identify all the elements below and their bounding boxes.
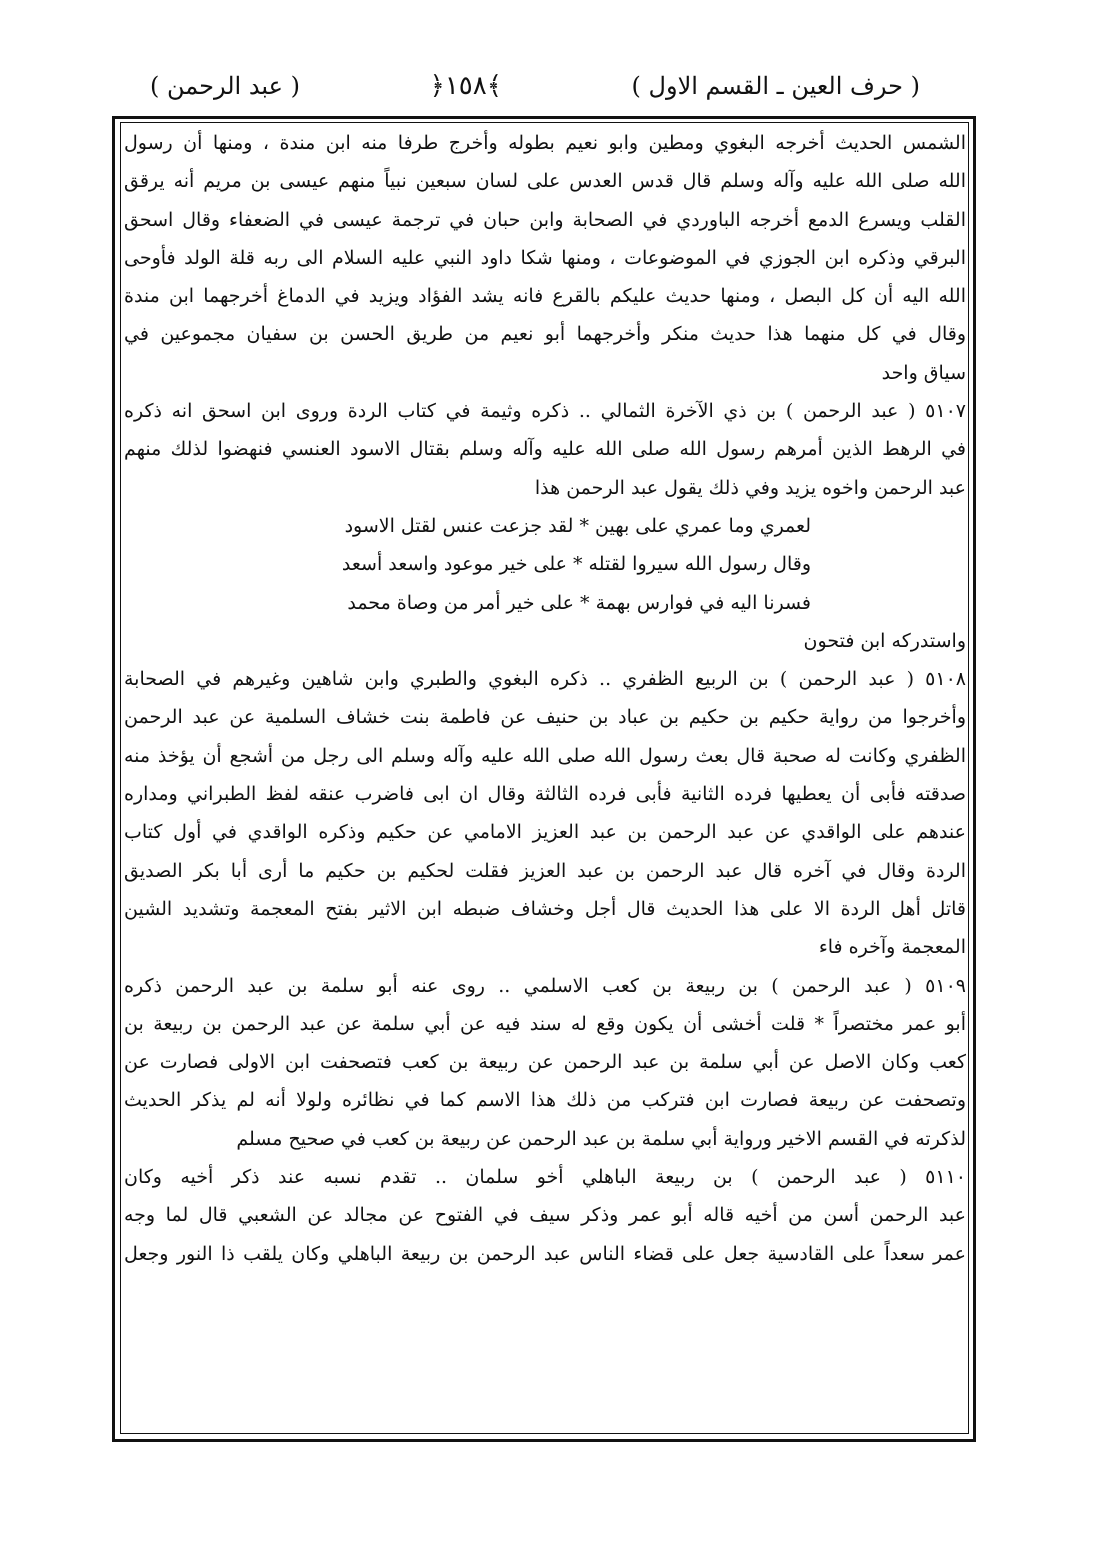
text-line: كعب وكان الاصل عن أبي سلمة بن عبد الرحمن عن ربيعة بن كعب فتصحفت ابن الاولى فصارت عن	[124, 1051, 966, 1074]
text-line: الظفري وكانت له صحبة قال بعث رسول الله صلى الله عليه وآله وسلم الى رجل من أشجع أن يؤخذ منه	[124, 744, 966, 767]
text-line: لذكرته في القسم الاخير ورواية أبي سلمة بن عبد الرحمن عن ربيعة بن كعب في صحيح مسلم	[236, 1127, 966, 1150]
text-line: صدقته فأبى أن يعطيها فرده الثانية فأبى فرده الثالثة وقال ان ابى فاضرب عنقه لفظ الطبراني ومداره	[124, 783, 966, 806]
text-line: سياق واحد	[881, 361, 966, 384]
text-line: الردة وقال في آخره قال عبد الرحمن بن عبد العزيز فقلت لحكيم بن حكيم ما أرى أبا بكر الصديق	[124, 859, 966, 882]
text-line: عمر سعداً على القادسية جعل على قضاء الناس عبد الرحمن بن ربيعة الباهلي وكان يلقب ذا النور وجعل	[124, 1242, 966, 1265]
poem-verse: وقال رسول الله سيروا لقتله * على خير موعود واسعد أسعد	[341, 553, 811, 576]
text-line: البرقي وذكره ابن الجوزي في الموضوعات ، ومنها شكا داود النبي عليه السلام الى ربه قلة الولد فأوحى	[124, 246, 966, 269]
entry-5108-line: ٥١٠٨ ( عبد الرحمن ) بن الربيع الظفري .. ذكره البغوي والطبري وابن شاهين وغيرهم في الصحابة	[124, 668, 966, 691]
text-line: قاتل أهل الردة الا على هذا الحديث قال أجل وخشاف ضبطه ابن الاثير بفتح المعجمة وتشديد الشين	[124, 897, 966, 920]
text-line: الله اليه أن كل البصل ، ومنها حديث عليكم بالقرع فانه يشد الفؤاد ويزيد في الدماغ أخرجهما ابن مندة	[124, 285, 966, 308]
text-line: عبد الرحمن واخوه يزيد وفي ذلك يقول عبد الرحمن هذا	[534, 476, 966, 499]
text-line: القلب ويسرع الدمع أخرجه الباوردي في الصحابة وابن حبان في ترجمة عيسى في الضعفاء وقال اسحق	[124, 208, 966, 231]
text-line: واستدركه ابن فتحون	[803, 629, 966, 652]
text-line: في الرهط الذين أمرهم رسول الله صلى الله عليه وآله وسلم بقتال الاسود العنسي فنهضوا لذلك منهم	[124, 438, 966, 461]
entry-5110-line: ٥١١٠ ( عبد الرحمن ) بن ربيعة الباهلي أخو سلمان .. تقدم نسبه عند ذكر أخيه وكان	[124, 1166, 966, 1189]
text-line: أبو عمر مختصراً * قلت أخشى أن يكون وقع له سند فيه عن أبي سلمة عن عبد الرحمن بن ربيعة بن	[124, 1012, 966, 1035]
text-line: عبد الرحمن أسن من أخيه قاله أبو عمر وذكر سيف في الفتوح عن مجالد عن الشعبي قال لما وجه	[124, 1204, 966, 1227]
poem-verse: فسرنا اليه في فوارس بهمة * على خير أمر من وصاة محمد	[347, 591, 811, 614]
running-header	[150, 66, 920, 106]
text-line: الله صلى الله عليه وآله وسلم قال قدس العدس على لسان سبعين نبياً منهم عيسى بن مريم أنه يرقق	[124, 170, 966, 193]
entry-5107-line: ٥١٠٧ ( عبد الرحمن ) بن ذي الآخرة الثمالي .. ذكره وثيمة في كتاب الردة وروى ابن اسحق انه ذكره	[124, 400, 966, 423]
text-line: المعجمة وآخره فاء	[818, 936, 966, 959]
poem-verse: لعمري وما عمري على بهين * لقد جزعت عنس لقتل الاسود	[344, 514, 811, 537]
text-line: الشمس الحديث أخرجه البغوي ومطين وابو نعيم بطوله وأخرج طرفا منه ابن مندة ، ومنها أن رسول	[124, 132, 966, 154]
page-number: ﴾١٥٨﴿	[429, 71, 502, 101]
text-line: وقال في كل منهما هذا حديث منكر وأخرجهما أبو نعيم من طريق الحسن بن سفيان مجموعين في	[124, 323, 966, 346]
text-line: عندهم على الواقدي عن عبد الرحمن بن عبد العزيز الامامي عن حكيم وذكره الواقدي في أول كتاب	[124, 821, 966, 844]
text-line: وتصحفت عن ربيعة فصارت ابن فتركب من ذلك هذا الاسم كما في نظائره ولولا أنه لم يذكر الحديث	[124, 1089, 966, 1112]
header-entry-name: ( عبد الرحمن )	[150, 72, 300, 100]
entry-5109-line: ٥١٠٩ ( عبد الرحمن ) بن ربيعة بن كعب الاسلمي .. روى عنه أبو سلمة بن عبد الرحمن ذكره	[124, 974, 966, 997]
text-line: وأخرجوا من رواية حكيم بن حكيم بن عباد بن حنيف عن فاطمة بنت خشاف السلمية عن عبد الرحمن	[124, 706, 966, 729]
header-section-title: ( حرف العين ـ القسم الاول )	[631, 72, 920, 100]
body-text	[124, 124, 966, 1273]
